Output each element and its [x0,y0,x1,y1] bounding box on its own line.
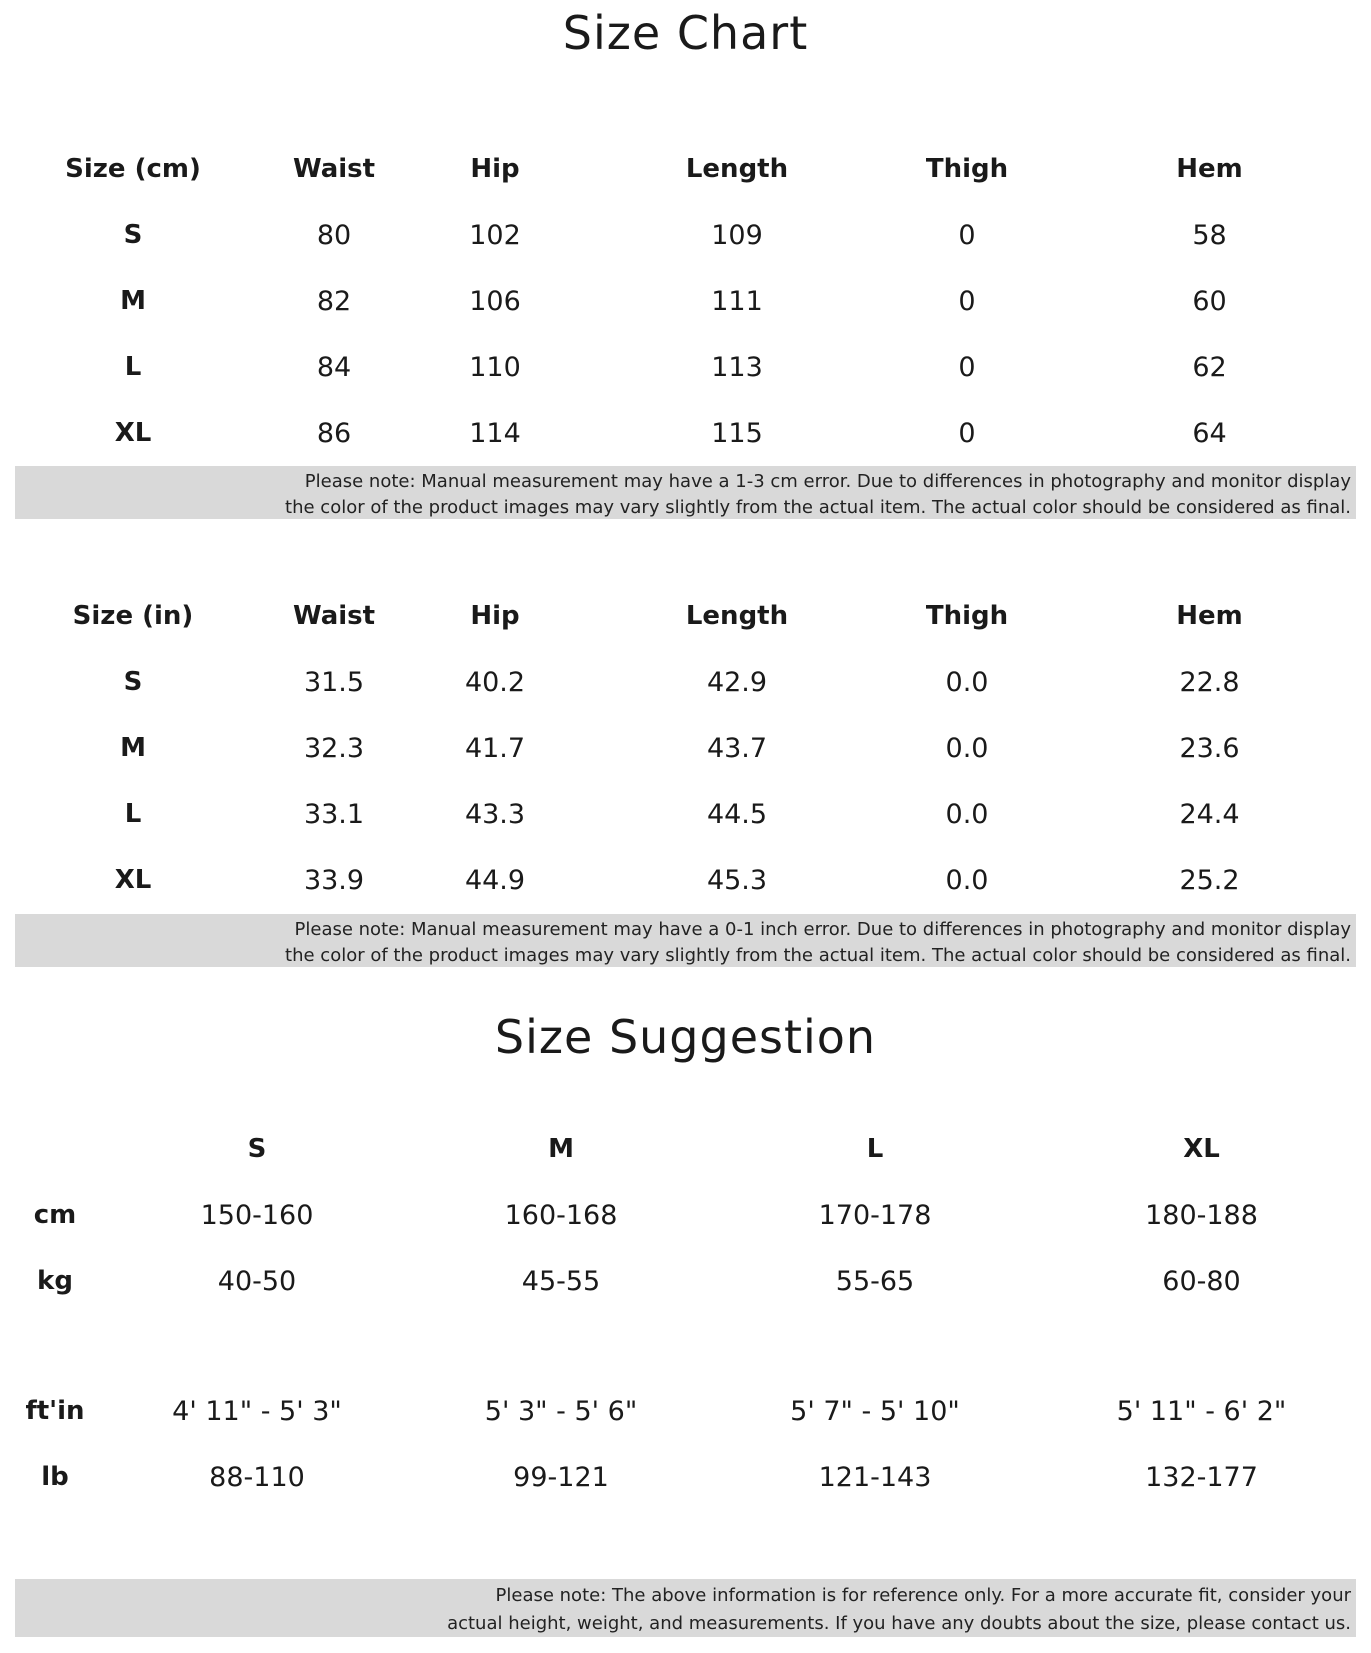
table-cell: 32.3 [303,732,365,764]
table-cell: 114 [469,417,521,449]
table-cell: 113 [711,351,763,383]
table-cell: 86 [316,417,352,449]
column-header: Size (cm) [65,154,201,184]
table-cell: 24.4 [1179,798,1240,830]
column-header: Size (in) [72,601,194,631]
table-cell: 5' 11" - 6' 2" [1116,1395,1287,1427]
size-chart-in-table [0,583,1371,913]
table-cell: 22.8 [1179,666,1240,698]
table-row [0,1378,1371,1444]
row-header: kg [37,1266,73,1296]
table-cell: 33.9 [303,864,365,896]
table-cell: 43.3 [464,798,526,830]
note-line: the color of the product images may vary slightly from the actual item. The actual color should be considered as final. [285,945,1351,966]
table-cell: 58 [1192,219,1227,251]
table-cell: 0.0 [945,732,989,764]
table-row [0,1248,1371,1314]
table-cell: 0.0 [945,798,989,830]
measurement-note-in [15,914,1356,967]
table-cell: 0 [958,417,976,449]
table-cell: 40-50 [217,1265,297,1297]
row-header: L [124,352,142,382]
table-cell: 60 [1192,285,1227,317]
size-chart-title: Size Chart [562,6,809,60]
table-cell: 180-188 [1145,1199,1258,1231]
size-suggestion-note [15,1579,1356,1637]
row-header: L [124,799,142,829]
note-line: actual height, weight, and measurements. If you have any doubts about the size, please contact us. [447,1613,1351,1634]
table-cell: 5' 7" - 5' 10" [790,1395,960,1427]
table-cell: 62 [1192,351,1227,383]
column-header: Waist [292,154,376,184]
column-header: Thigh [925,154,1009,184]
table-cell: 121-143 [818,1461,932,1493]
table-cell: 45.3 [706,864,768,896]
table-cell: 160-168 [504,1199,618,1231]
measurement-note-cm [15,466,1356,519]
row-header: M [120,733,146,763]
size-suggestion-title: Size Suggestion [494,1010,877,1064]
column-header: Hem [1176,154,1243,184]
row-header: XL [114,418,152,448]
table-header-row [0,1116,1371,1182]
table-cell: 80 [316,219,352,251]
table-cell: 110 [469,351,521,383]
row-header: S [123,667,143,697]
table-cell: 64 [1192,417,1227,449]
table-cell: 88-110 [209,1461,305,1493]
column-header: M [548,1134,574,1164]
table-cell: 40.2 [464,666,526,698]
size-suggestion-table [0,1116,1371,1510]
table-cell: 60-80 [1162,1265,1241,1297]
table-cell: 31.5 [303,666,365,698]
table-row [0,1182,1371,1248]
column-header: Waist [292,601,376,631]
table-cell: 4' 11" - 5' 3" [172,1395,342,1427]
table-cell: 0.0 [945,864,989,896]
size-chart-cm-table [0,136,1371,466]
table-row [0,202,1371,268]
table-cell: 45-55 [521,1265,601,1297]
row-header: cm [33,1200,77,1230]
note-line: the color of the product images may vary slightly from the actual item. The actual color should be considered as final. [285,497,1351,518]
table-cell: 115 [711,417,763,449]
table-cell: 82 [316,285,352,317]
table-cell: 0 [958,219,976,251]
table-row [0,847,1371,913]
note-line: Please note: Manual measurement may have a 0-1 inch error. Due to differences in photography and monitor display [294,919,1351,940]
table-cell: 43.7 [706,732,768,764]
table-cell: 0 [958,351,976,383]
spacer-row [0,1314,1371,1378]
table-cell: 41.7 [464,732,526,764]
table-row [0,334,1371,400]
table-cell: 170-178 [818,1199,932,1231]
table-cell: 44.9 [464,864,526,896]
column-header: S [247,1134,267,1164]
table-cell: 5' 3" - 5' 6" [484,1395,638,1427]
table-cell: 109 [711,219,763,251]
row-header: S [123,220,143,250]
table-cell: 55-65 [835,1265,915,1297]
table-cell: 84 [316,351,352,383]
row-header: XL [114,865,152,895]
column-header: Length [685,154,789,184]
table-cell: 99-121 [513,1461,609,1493]
column-header [0,1116,110,1182]
row-header: M [120,286,146,316]
column-header: L [866,1134,884,1164]
table-row [0,649,1371,715]
column-header: Hem [1176,601,1243,631]
column-header: Thigh [925,601,1009,631]
table-cell: 44.5 [706,798,768,830]
table-cell: 42.9 [706,666,768,698]
spacer-cell [0,1314,1371,1378]
table-cell: 23.6 [1179,732,1240,764]
table-cell: 111 [711,285,763,317]
table-header-row [0,583,1371,649]
table-header-row [0,136,1371,202]
table-cell: 132-177 [1145,1461,1258,1493]
table-cell: 102 [469,219,521,251]
table-cell: 150-160 [200,1199,314,1231]
column-header: Hip [470,154,520,184]
table-cell: 25.2 [1179,864,1240,896]
table-row [0,1444,1371,1510]
row-header: ft'in [25,1396,85,1426]
table-cell: 0 [958,285,976,317]
note-line: Please note: Manual measurement may have a 1-3 cm error. Due to differences in photography and monitor display [304,471,1351,492]
note-line: Please note: The above information is for reference only. For a more accurate fit, consider your [495,1585,1351,1606]
column-header: Length [685,601,789,631]
row-header: lb [41,1462,69,1492]
table-row [0,715,1371,781]
table-cell: 0.0 [945,666,989,698]
table-row [0,400,1371,466]
table-row [0,268,1371,334]
table-row [0,781,1371,847]
column-header: XL [1183,1134,1220,1164]
table-cell: 33.1 [303,798,365,830]
column-header: Hip [470,601,520,631]
table-cell: 106 [469,285,521,317]
